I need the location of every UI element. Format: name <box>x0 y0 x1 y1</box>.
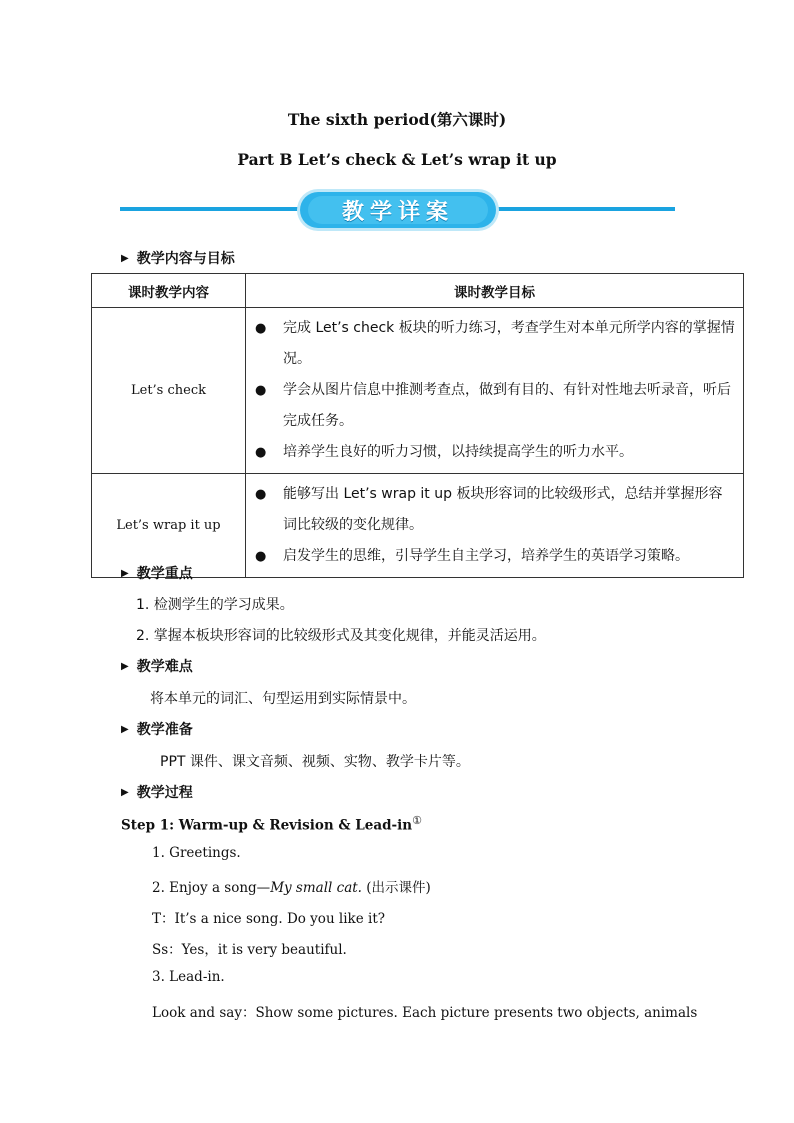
goal-item: ● 启发学生的思维，引导学生自主学习，培养学生的英语学习策略。 <box>255 541 736 572</box>
goal-item: ● 学会从图片信息中推测考查点，做到有目的、有针对性地去听录音，听后完成任务。 <box>255 375 736 437</box>
table-cell-content: Let’s wrap it up <box>92 474 246 578</box>
step-heading <box>121 814 422 834</box>
footnote-marker: ① <box>412 814 422 827</box>
key-point-item: 1. 检测学生的学习成果。 <box>136 597 294 613</box>
section-heading-label: 教学过程 <box>136 785 193 801</box>
table-cell-goals <box>246 308 744 474</box>
section-heading-difficult <box>121 656 193 676</box>
section-heading-goals <box>121 248 235 268</box>
table-header-goals: 课时教学目标 <box>246 274 744 308</box>
triangle-icon: ▶ <box>121 660 129 672</box>
process-line: T：It’s a nice song. Do you like it? <box>152 911 386 927</box>
process-line: 1. Greetings. <box>152 845 241 861</box>
goal-item: ● 培养学生良好的听力习惯，以持续提高学生的听力水平。 <box>255 437 736 468</box>
step-title: Step 1: Warm-up & Revision & Lead-in <box>121 817 413 834</box>
table-cell-goals <box>246 474 744 578</box>
table-row <box>92 474 744 578</box>
song-intro: 2. Enjoy a song— <box>152 880 271 896</box>
page-title: The sixth period(第六课时) <box>287 110 507 129</box>
page-subtitle: Part B Let’s check & Let’s wrap it up <box>237 150 557 169</box>
section-heading-label: 教学难点 <box>136 659 193 675</box>
table-cell-content: Let’s check <box>92 308 246 474</box>
section-heading-prep <box>121 719 193 739</box>
banner-line-right <box>485 207 675 211</box>
table-header-content: 课时教学内容 <box>92 274 246 308</box>
section-heading-process <box>121 782 193 802</box>
section-heading-label: 教学重点 <box>136 566 193 582</box>
triangle-icon: ▶ <box>121 252 129 264</box>
triangle-icon: ▶ <box>121 723 129 735</box>
triangle-icon: ▶ <box>121 567 129 579</box>
section-heading-key <box>121 563 193 583</box>
banner-label: 教学详案 <box>308 196 488 224</box>
banner-line-left <box>120 207 310 211</box>
prep-text: PPT 课件、课文音频、视频、实物、教学卡片等。 <box>160 754 470 770</box>
goal-item: ● 能够写出 Let’s wrap it up 板块形容词的比较级形式，总结并掌握形容词比较级的变化规律。 <box>255 479 736 541</box>
key-point-item: 2. 掌握本板块形容词的比较级形式及其变化规律，并能灵活运用。 <box>136 628 546 644</box>
table-header-row <box>92 274 744 308</box>
section-heading-label: 教学内容与目标 <box>136 251 235 267</box>
goals-table <box>91 273 744 578</box>
process-line <box>152 876 431 896</box>
difficult-text: 将本单元的词汇、句型运用到实际情景中。 <box>150 691 416 707</box>
goal-list <box>247 475 742 576</box>
banner-badge <box>300 192 496 228</box>
goal-list <box>247 309 742 472</box>
process-line: 3. Lead-in. <box>152 969 225 985</box>
process-line: Look and say：Show some pictures. Each picture presents two objects, animals <box>152 1005 698 1021</box>
section-heading-label: 教学准备 <box>136 722 193 738</box>
process-line: Ss：Yes，it is very beautiful. <box>152 942 347 958</box>
goal-item: ● 完成 Let’s check 板块的听力练习，考查学生对本单元所学内容的掌握情况。 <box>255 313 736 375</box>
triangle-icon: ▶ <box>121 786 129 798</box>
table-row <box>92 308 744 474</box>
song-title: My small cat. <box>270 880 362 896</box>
song-note: (出示课件) <box>361 880 431 896</box>
